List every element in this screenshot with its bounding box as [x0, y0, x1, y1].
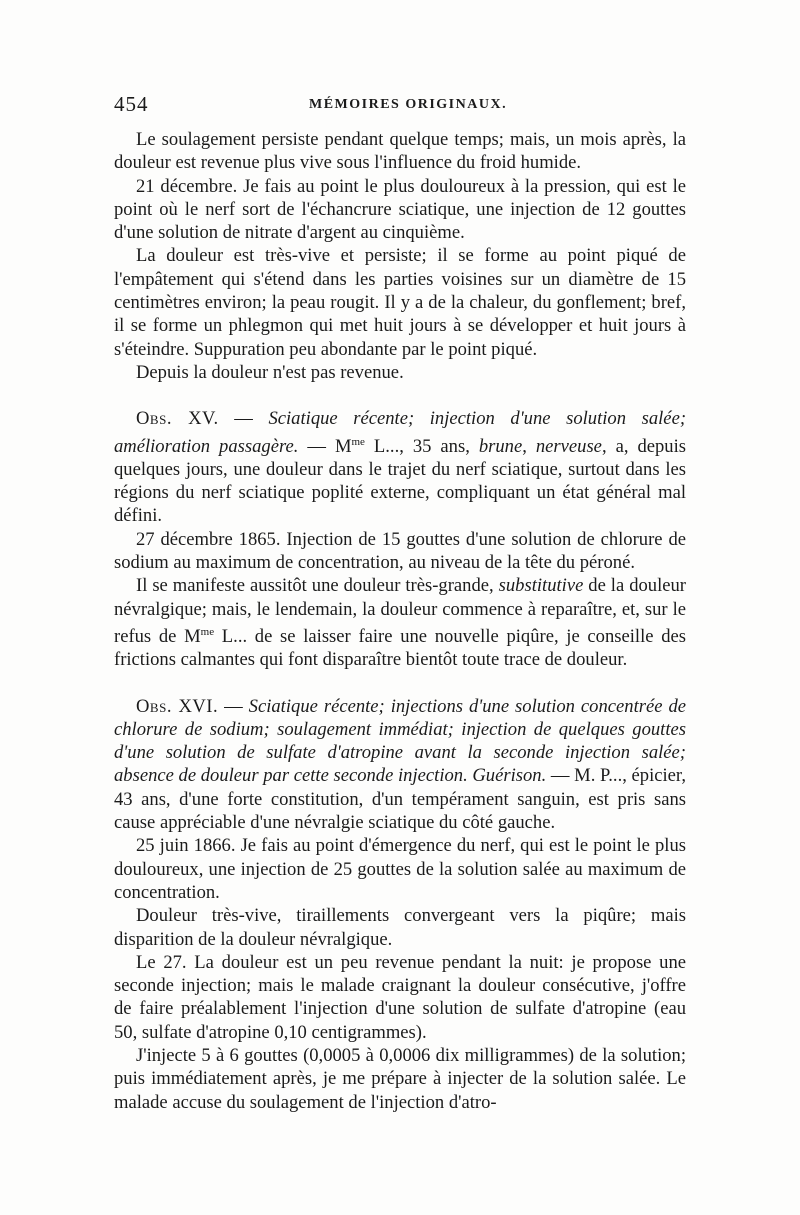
paragraph: J'injecte 5 à 6 gouttes (0,0005 à 0,0006 dix milligrammes) de la solution; puis immédiatement après, je me prépare à injecter de la solution salée. Le malade accuse du soulagement de l'injection d'atro-	[114, 1044, 686, 1113]
paragraph: 25 juin 1866. Je fais au point d'émergence du nerf, qui est le point le plus douloureux, une injection de 25 gouttes de la solution salée au maximum de concentration.	[114, 835, 686, 903]
paragraph: 21 décembre. Je fais au point le plus douloureux à la pression, qui est le point où le nerf sort de l'échancrure sciatique, une injection de 12 gouttes d'une solution de nitrate d'argent au cinquième.	[114, 175, 686, 244]
observation-16-heading: Obs. XVI. — Sciatique récente; injections d'une solution concentrée de chlorure de sodium; soulagement immédiat; injection de quelques gouttes d'une solution de sulfate d'atropine avant la seconde injection salée; absence de douleur par cette seconde injection. Guérison. — M. P..., épicier, 43 ans, d'une forte constitution, d'un tempérament sanguin, est pris sans cause appréciable d'une névralgie sciatique du côté gauche.	[114, 695, 687, 834]
paragraph: Il se manifeste aussitôt une douleur très-grande, substitutive de la douleur névralgique; mais, le lendemain, la douleur commence à reparaître, et, sur le refus de $M^{me}$ L... de se laisser faire une nouvelle piqûre, je conseille des frictions calmantes qui font disparaître bientôt toute trace de douleur.	[114, 575, 686, 671]
observation-title: Sciatique récente; injections d'une solution concentrée de chlorure de sodium; soulagement immédiat; injection de quelques gouttes d'une solution de sulfate d'atropine avant la seconde injection salée; absence de douleur par cette seconde injection. Guérison.	[114, 695, 686, 787]
paragraph: La douleur est très-vive et persiste; il se forme au point piqué de l'empâtement qui s'étend dans les parties voisines sur un diamètre de 15 centimètres environ; la peau rougit. Il y a de la chaleur, du gonflement; bref, il se forme un phlegmon qui met huit jours à se développer et huit jours à s'éteindre. Suppuration peu abondante par le point piqué.	[114, 245, 686, 360]
running-title: MÉMOIRES ORIGINAUX.	[309, 97, 508, 112]
paragraph: 27 décembre 1865. Injection de 15 gouttes d'une solution de chlorure de sodium au maximum de concentration, au niveau de la tête du péroné.	[114, 528, 686, 574]
page-body	[114, 128, 686, 1114]
observation-title: Sciatique récente; injection d'une solution salée; amélioration passagère.	[114, 408, 687, 457]
paragraph: Le 27. La douleur est un peu revenue pendant la nuit: je propose une seconde injection; mais le malade craignant la douleur consécutive, j'offre de faire préalablement l'injection d'une solution de sulfate d'atropine (eau 50, sulfate d'atropine 0,10 centigrammes).	[114, 951, 686, 1043]
observation-label: Obs. XV.	[136, 408, 219, 430]
paragraph: Douleur très-vive, tiraillements convergeant vers la piqûre; mais disparition de la douleur névralgique.	[114, 905, 686, 950]
observation-15-heading: Obs. XV. — Sciatique récente; injection d'une solution salée; amélioration passagère. — $M^{me}$ L..., 35 ans, brune, nerveuse, a, depuis quelques jours, une douleur dans le trajet du nerf sciatique, surtout dans les régions du nerf sciatique poplité externe, compliquant un état général mal défini.	[114, 408, 687, 527]
paragraph: Depuis la douleur n'est pas revenue.	[136, 361, 404, 383]
page-number: 454	[114, 92, 149, 116]
paragraph: Le soulagement persiste pendant quelque temps; mais, un mois après, la douleur est revenue plus vive sous l'influence du froid humide.	[114, 129, 686, 174]
observation-label: Obs. XVI.	[136, 695, 219, 717]
page-header	[114, 92, 686, 122]
